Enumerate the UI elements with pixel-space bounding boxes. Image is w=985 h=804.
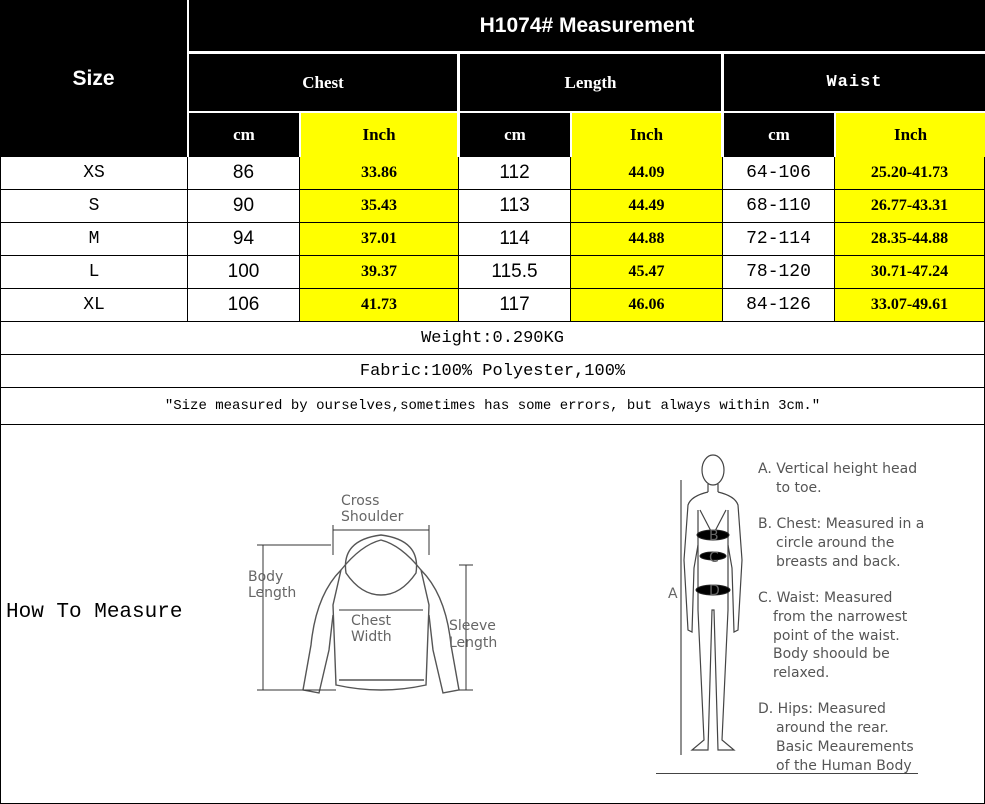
note-line: to toe. (776, 480, 822, 496)
chest-inch-cell: 39.37 (300, 256, 459, 289)
note-line: from the narrowest (773, 609, 908, 625)
chest-width-label-2: Width (351, 629, 392, 645)
body-diagram (656, 450, 756, 780)
sleeve-length-label-1: Sleeve (449, 618, 496, 634)
size-cell: S (0, 190, 188, 223)
length-inch-cell: 45.47 (571, 256, 723, 289)
chest-cm-cell: 100 (188, 256, 300, 289)
note-line: Basic Meaurements (776, 739, 914, 755)
length-cm-header: cm (460, 113, 570, 157)
waist-cm-header: cm (724, 113, 834, 157)
chest-inch-cell: 33.86 (300, 157, 459, 190)
measurement-notes (756, 455, 971, 785)
chest-inch-cell: 37.01 (300, 223, 459, 256)
table-row (0, 256, 985, 289)
waist-inch-cell: 25.20-41.73 (835, 157, 985, 190)
size-cell: L (0, 256, 188, 289)
shirt-diagram (241, 485, 511, 730)
waist-cm-cell: 68-110 (723, 190, 835, 223)
body-letter-c: C (709, 550, 719, 566)
size-cell: XL (0, 289, 188, 322)
waist-inch-header: Inch (836, 113, 985, 157)
length-group-header: Length (460, 54, 721, 111)
note-line: D. Hips: Measured (758, 701, 886, 717)
body-letter-b: B (709, 528, 719, 544)
waist-inch-cell: 26.77-43.31 (835, 190, 985, 223)
length-cm-cell: 114 (459, 223, 571, 256)
waist-inch-cell: 30.71-47.24 (835, 256, 985, 289)
chest-inch-cell: 35.43 (300, 190, 459, 223)
size-header: Size (0, 0, 187, 157)
length-inch-header: Inch (572, 113, 721, 157)
chest-group-header: Chest (189, 54, 457, 111)
length-cm-cell: 113 (459, 190, 571, 223)
notes-divider (656, 773, 918, 774)
cross-shoulder-label-1: Cross (341, 493, 380, 509)
table-row (0, 289, 985, 322)
length-inch-cell: 44.09 (571, 157, 723, 190)
note-row: "Size measured by ourselves,sometimes has some errors, but always within 3cm." (0, 388, 985, 425)
note-line: B. Chest: Measured in a (758, 516, 925, 532)
waist-group-header: Waist (724, 54, 985, 111)
sleeve-length-label-2: Length (449, 635, 498, 651)
note-line: C. Waist: Measured (758, 590, 893, 606)
chest-width-label-1: Chest (351, 613, 392, 629)
waist-cm-cell: 72-114 (723, 223, 835, 256)
note-line: point of the waist. (773, 628, 900, 644)
waist-inch-cell: 28.35-44.88 (835, 223, 985, 256)
length-cm-cell: 117 (459, 289, 571, 322)
body-length-label-2: Length (248, 585, 297, 601)
chest-cm-cell: 86 (188, 157, 300, 190)
body-length-label-1: Body (248, 569, 284, 585)
length-cm-cell: 115.5 (459, 256, 571, 289)
weight-row: Weight:0.290KG (0, 322, 985, 355)
chart-title: H1074# Measurement (189, 0, 985, 51)
waist-cm-cell: 78-120 (723, 256, 835, 289)
chest-cm-header: cm (189, 113, 299, 157)
length-inch-cell: 44.88 (571, 223, 723, 256)
length-inch-cell: 46.06 (571, 289, 723, 322)
waist-cm-cell: 84-126 (723, 289, 835, 322)
note-line: of the Human Body (776, 758, 912, 774)
note-line: breasts and back. (776, 554, 901, 570)
table-row (0, 190, 985, 223)
body-letter-d: D (709, 583, 720, 599)
note-line: circle around the (776, 535, 895, 551)
chest-cm-cell: 90 (188, 190, 300, 223)
note-line: relaxed. (773, 665, 830, 681)
waist-inch-cell: 33.07-49.61 (835, 289, 985, 322)
chest-inch-header: Inch (301, 113, 457, 157)
chest-cm-cell: 106 (188, 289, 300, 322)
chest-inch-cell: 41.73 (300, 289, 459, 322)
size-cell: M (0, 223, 188, 256)
body-letter-a: A (668, 586, 678, 602)
length-cm-cell: 112 (459, 157, 571, 190)
note-line: A. Vertical height head (758, 461, 918, 477)
size-cell: XS (0, 157, 188, 190)
fabric-row: Fabric:100% Polyester,100% (0, 355, 985, 388)
waist-cm-cell: 64-106 (723, 157, 835, 190)
how-to-measure-label: How To Measure (6, 601, 183, 624)
note-line: Body shoould be (773, 646, 890, 662)
table-row (0, 157, 985, 190)
measure-section (0, 425, 985, 804)
note-line: around the rear. (776, 720, 889, 736)
cross-shoulder-label-2: Shoulder (341, 509, 404, 525)
chest-cm-cell: 94 (188, 223, 300, 256)
length-inch-cell: 44.49 (571, 190, 723, 223)
table-row (0, 223, 985, 256)
